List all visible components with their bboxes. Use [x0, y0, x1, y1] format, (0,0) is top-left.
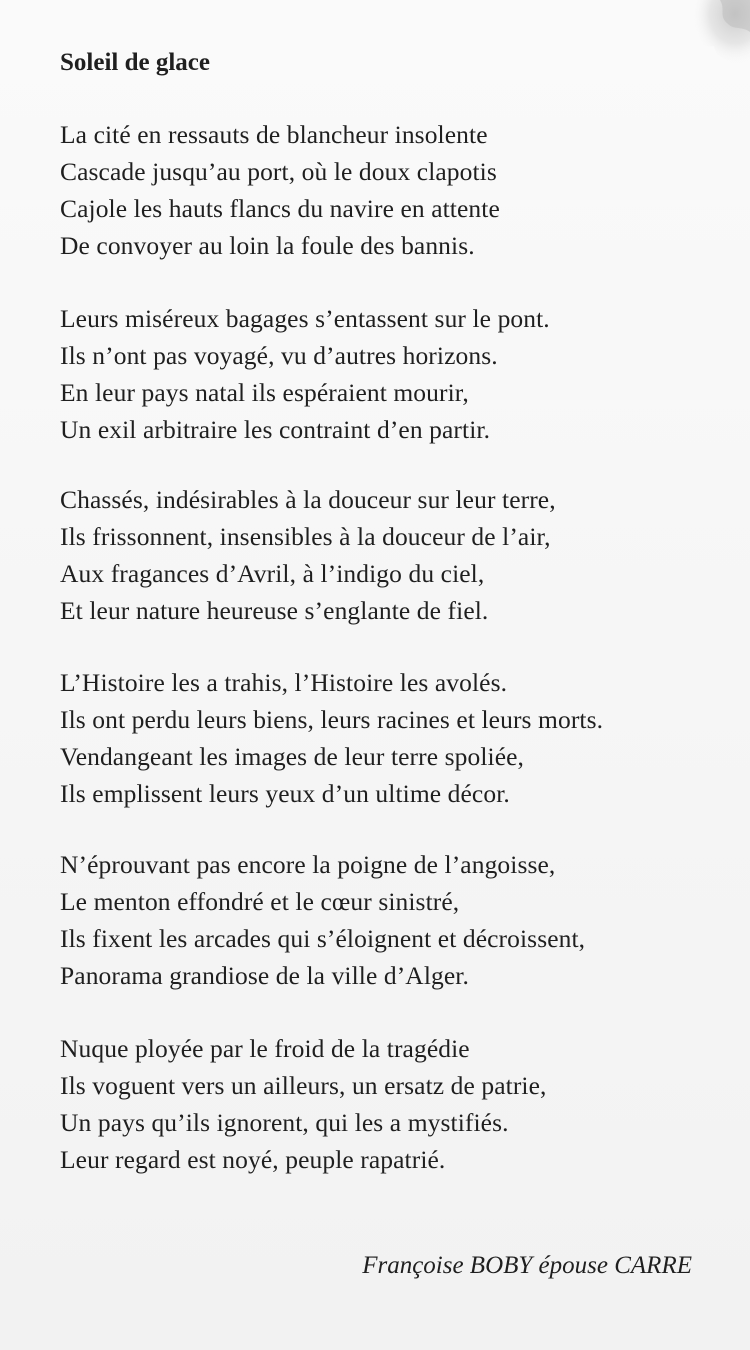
poem-line: Cajole les hauts flancs du navire en attente: [60, 194, 500, 223]
poem-line: Vendangeant les images de leur terre spoliée,: [60, 742, 525, 771]
poem-line: La cité en ressauts de blancheur insolente: [60, 120, 488, 149]
poem-line: N’éprouvant pas encore la poigne de l’angoisse,: [60, 850, 556, 879]
poem-line: Nuque ployée par le froid de la tragédie: [60, 1034, 470, 1063]
poem-line: L’Histoire les a trahis, l’Histoire les avolés.: [60, 668, 508, 697]
poem-line: Un pays qu’ils ignorent, qui les a mystifiés.: [60, 1108, 509, 1137]
stanza-4: [60, 664, 740, 812]
poem-line: De convoyer au loin la foule des bannis.: [60, 231, 475, 260]
stanza-3: [60, 481, 740, 629]
poem-line: Ils frissonnent, insensibles à la douceur de l’air,: [60, 522, 551, 551]
poem-line: Panorama grandiose de la ville d’Alger.: [60, 961, 469, 990]
poem-line: Leurs miséreux bagages s’entassent sur le pont.: [60, 304, 550, 333]
stanza-6: [60, 1030, 740, 1178]
poem-line: Cascade jusqu’au port, où le doux clapotis: [60, 157, 497, 186]
poem-line: Un exil arbitraire les contraint d’en partir.: [60, 415, 491, 444]
poem-author: Françoise BOBY épouse CARRE: [362, 1252, 692, 1279]
stanza-2: [60, 300, 740, 448]
corner-flower-shadow: [630, 0, 750, 90]
poem-line: Aux fragances d’Avril, à l’indigo du ciel,: [60, 559, 485, 588]
poem-line: Ils emplissent leurs yeux d’un ultime décor.: [60, 779, 510, 808]
poem-line: Ils voguent vers un ailleurs, un ersatz de patrie,: [60, 1071, 547, 1100]
stanza-5: [60, 846, 740, 994]
poem-line: Et leur nature heureuse s’englante de fiel.: [60, 596, 489, 625]
poem-line: En leur pays natal ils espéraient mourir,: [60, 378, 469, 407]
poem-line: Ils n’ont pas voyagé, vu d’autres horizons.: [60, 341, 498, 370]
stanza-1: [60, 116, 740, 264]
poem-line: Chassés, indésirables à la douceur sur leur terre,: [60, 485, 556, 514]
poem-line: Le menton effondré et le cœur sinistré,: [60, 887, 460, 916]
flower-shadow-icon: [630, 0, 750, 90]
poem-line: Ils fixent les arcades qui s’éloignent et décroissent,: [60, 924, 586, 953]
poem-line: Ils ont perdu leurs biens, leurs racines et leurs morts.: [60, 705, 604, 734]
poem-title: Soleil de glace: [60, 49, 210, 76]
poem-line: Leur regard est noyé, peuple rapatrié.: [60, 1145, 446, 1174]
